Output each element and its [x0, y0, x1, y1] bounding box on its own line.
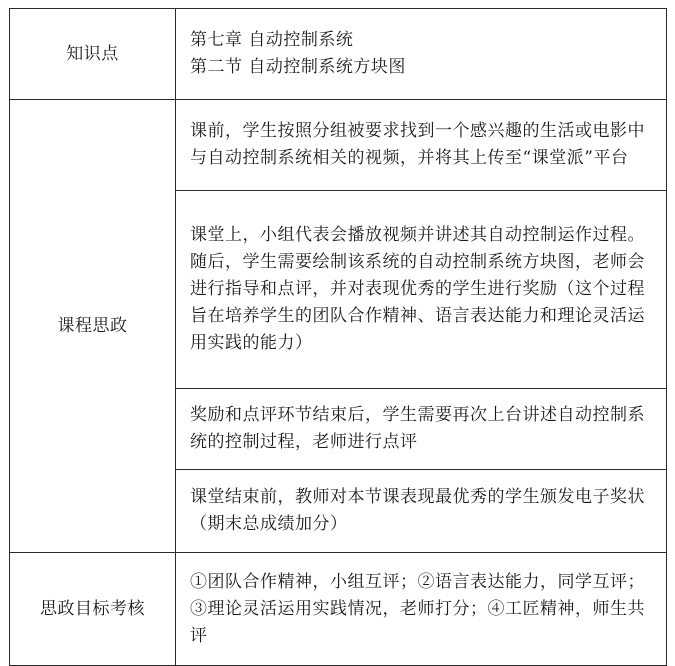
course-cell-before-class: 课前，学生按照分组被要求找到一个感兴趣的生活或电影中与自动控制系统相关的视频，并将其上传至“课堂派”平台 — [176, 100, 667, 191]
course-row-1 — [10, 100, 667, 191]
chapter-title: 第七章 自动控制系统 — [190, 30, 354, 50]
section-title: 第二节 自动控制系统方块图 — [190, 57, 406, 77]
course-table-grid — [9, 8, 667, 666]
knowledge-content — [176, 9, 667, 100]
course-cell-in-class: 课堂上，小组代表会播放视频并讲述其自动控制运作过程。随后，学生需要绘制该系统的自动控制系统方块图，老师会进行指导和点评，并对表现优秀的学生进行奖励（这个过程旨在培养学生的团队合作精神、语言表达能力和理论灵活运用实践的能力） — [176, 191, 667, 389]
course-label: 课程思政 — [10, 100, 176, 553]
eval-row — [10, 553, 667, 666]
eval-content: ①团队合作精神，小组互评；②语言表达能力，同学互评；③理论灵活运用实践情况，老师打分；④工匠精神，师生共评 — [176, 553, 667, 666]
course-cell-end-of-class: 课堂结束前，教师对本节课表现最优秀的学生颁发电子奖状（期末总成绩加分） — [176, 470, 667, 553]
course-table — [9, 8, 667, 666]
knowledge-label: 知识点 — [10, 9, 176, 100]
knowledge-row — [10, 9, 667, 100]
course-cell-after-review: 奖励和点评环节结束后，学生需要再次上台讲述自动控制系统的控制过程，老师进行点评 — [176, 389, 667, 470]
eval-label: 思政目标考核 — [10, 553, 176, 666]
